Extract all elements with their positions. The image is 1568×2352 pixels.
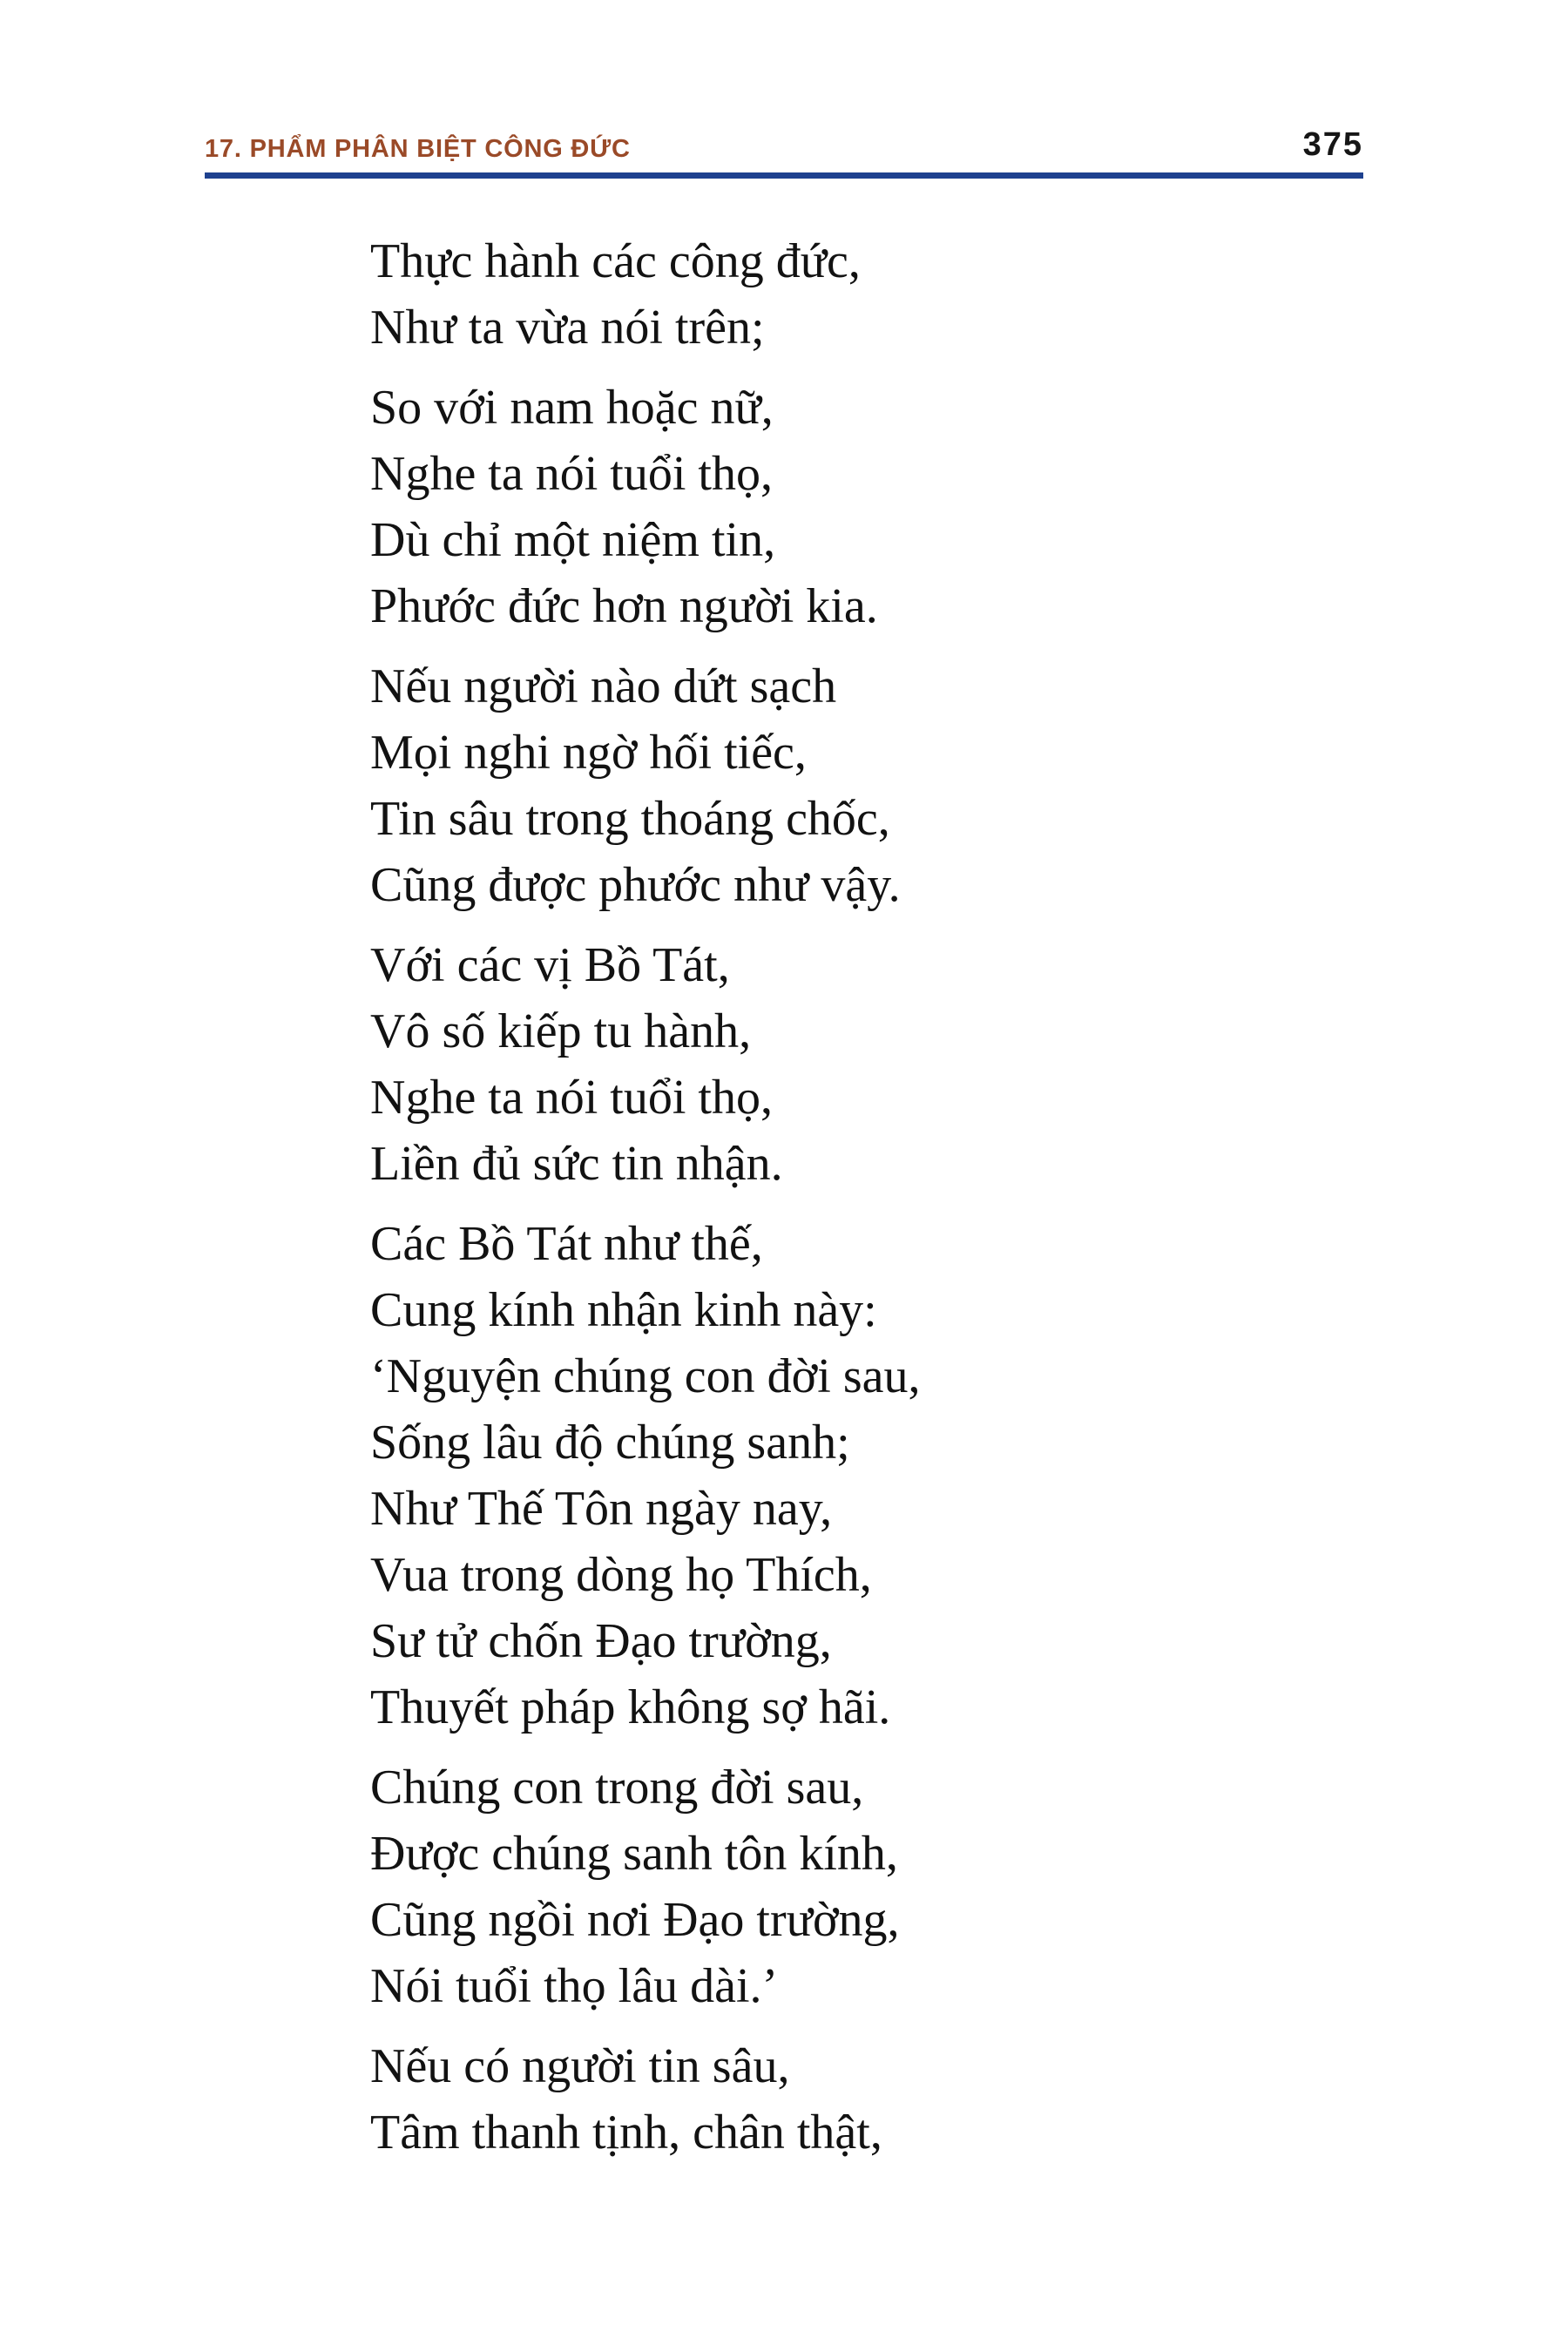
verse-line: Phước đức hơn người kia. bbox=[370, 579, 878, 633]
verse-line: Các Bồ Tát như thế, bbox=[370, 1217, 763, 1271]
verse-line: Với các vị Bồ Tát, bbox=[370, 938, 730, 992]
verse-line: Được chúng sanh tôn kính, bbox=[370, 1827, 898, 1881]
verse-line: Vô số kiếp tu hành, bbox=[370, 1004, 752, 1058]
verse-line: Sư tử chốn Đạo trường, bbox=[370, 1614, 832, 1668]
verse-line: Như Thế Tôn ngày nay, bbox=[370, 1482, 833, 1536]
verse-line: Tin sâu trong thoáng chốc, bbox=[370, 792, 890, 846]
verse-line: Thực hành các công đức, bbox=[370, 234, 861, 288]
verse-line: Nghe ta nói tuổi thọ, bbox=[370, 447, 773, 501]
header-rule-divider bbox=[205, 172, 1363, 179]
verse-line: Sống lâu độ chúng sanh; bbox=[370, 1416, 850, 1470]
verse-line: Nghe ta nói tuổi thọ, bbox=[370, 1071, 773, 1125]
verse-line: Như ta vừa nói trên; bbox=[370, 301, 765, 355]
verse-line: Vua trong dòng họ Thích, bbox=[370, 1548, 872, 1602]
verse-line: Cũng ngồi nơi Đạo trường, bbox=[370, 1893, 900, 1947]
chapter-running-head: 17. PHẨM PHÂN BIỆT CÔNG ĐỨC bbox=[205, 135, 631, 163]
verse-line: Dù chỉ một niệm tin, bbox=[370, 513, 776, 567]
stanza bbox=[370, 1754, 920, 2019]
stanza bbox=[370, 2033, 920, 2166]
stanza bbox=[370, 653, 920, 918]
verse-line: So với nam hoặc nữ, bbox=[370, 381, 774, 435]
verse-line: Thuyết pháp không sợ hãi. bbox=[370, 1680, 891, 1734]
verse-line: Nếu có người tin sâu, bbox=[370, 2039, 790, 2093]
stanza bbox=[370, 228, 920, 361]
stanza bbox=[370, 1211, 920, 1740]
verse-line: ‘Nguyện chúng con đời sau, bbox=[370, 1349, 921, 1403]
verse-line: Cung kính nhận kinh này: bbox=[370, 1283, 877, 1337]
page-number: 375 bbox=[1302, 126, 1363, 163]
verse-line: Liền đủ sức tin nhận. bbox=[370, 1137, 783, 1191]
verse-line: Chúng con trong đời sau, bbox=[370, 1761, 864, 1815]
stanza bbox=[370, 375, 920, 639]
verse-line: Nếu người nào dứt sạch bbox=[370, 659, 837, 713]
verse-line: Cũng được phước như vậy. bbox=[370, 858, 901, 912]
verse-line: Nói tuổi thọ lâu dài.’ bbox=[370, 1959, 779, 2013]
verse-line: Tâm thanh tịnh, chân thật, bbox=[370, 2105, 882, 2159]
verse-text bbox=[370, 228, 920, 2180]
verse-line: Mọi nghi ngờ hối tiếc, bbox=[370, 726, 807, 780]
stanza bbox=[370, 932, 920, 1197]
